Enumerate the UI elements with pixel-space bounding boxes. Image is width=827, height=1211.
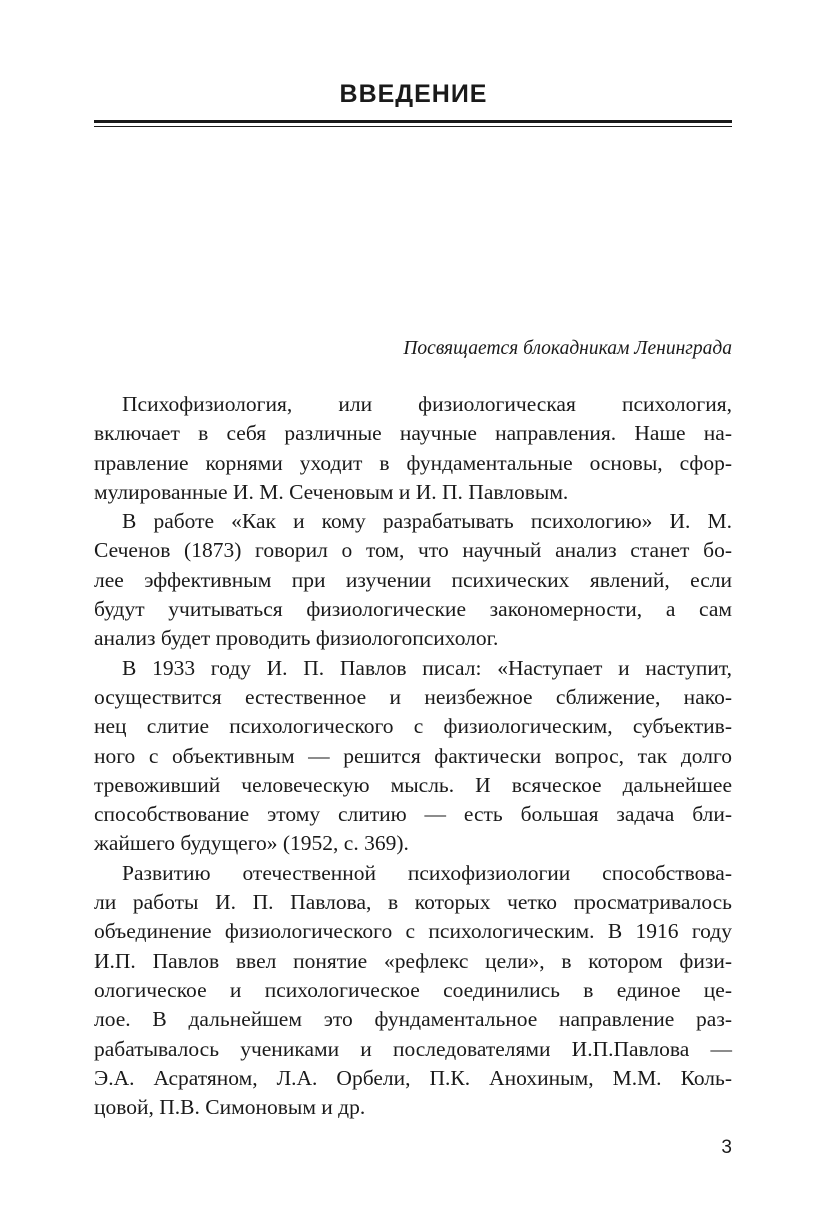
text-line: Развитию отечественной психофизиологии способствова-: [122, 860, 732, 885]
text-line: будут учитываться физиологические закономерности, а сам: [94, 597, 732, 622]
text-line: объединение физиологического с психологическим. В 1916 году: [94, 919, 732, 944]
text-line: мулированные И. М. Сеченовым и И. П. Павловым.: [94, 479, 569, 504]
text-line: нец слитие психологического с физиологическим, субъектив-: [94, 714, 732, 739]
text-line: тревоживший человеческую мысль. И всяческое дальнейшее: [94, 772, 732, 797]
paragraph: [94, 654, 732, 859]
text-line: В работе «Как и кому разрабатывать психологию» И. М.: [122, 509, 732, 534]
text-line: ного с объективным — решится фактически вопрос, так долго: [94, 743, 732, 768]
text-line: цовой, П.В. Симоновым и др.: [94, 1095, 366, 1120]
body-text: [94, 390, 732, 1122]
text-line: способствование этому слитию — есть большая задача бли-: [94, 802, 732, 827]
paragraph: [94, 390, 732, 507]
paragraph: [94, 507, 732, 653]
heading-rule-thick: [94, 120, 732, 123]
text-line: В 1933 году И. П. Павлов писал: «Наступает и наступит,: [122, 655, 732, 680]
text-line: ли работы И. П. Павлова, в которых четко просматривалось: [94, 890, 732, 915]
text-line: лое. В дальнейшем это фундаментальное направление раз-: [94, 1007, 732, 1032]
text-line: И.П. Павлов ввел понятие «рефлекс цели», в котором физи-: [94, 948, 732, 973]
heading-rule-thin: [94, 126, 732, 127]
text-line: осуществится естественное и неизбежное сближение, нако-: [94, 684, 732, 709]
text-line: Э.А. Асратяном, Л.А. Орбели, П.К. Анохиным, М.М. Коль-: [94, 1065, 732, 1090]
text-line: правление корнями уходит в фундаментальные основы, сфор-: [94, 450, 732, 475]
text-line: ологическое и психологическое соединились в единое це-: [94, 977, 732, 1002]
text-line: анализ будет проводить физиологопсихолог.: [94, 626, 499, 651]
text-line: рабатывалось учениками и последователями И.П.Павлова —: [94, 1036, 732, 1061]
text-line: жайшего будущего» (1952, с. 369).: [94, 831, 409, 856]
page-number: 3: [721, 1137, 732, 1158]
chapter-heading: ВВЕДЕНИЕ: [339, 80, 488, 108]
text-line: лее эффективным при изучении психических явлений, если: [94, 567, 732, 592]
text-line: Сеченов (1873) говорил о том, что научный анализ станет бо-: [94, 538, 732, 563]
text-line: Психофизиология, или физиологическая психология,: [122, 392, 732, 416]
text-line: включает в себя различные научные направления. Наше на-: [94, 421, 732, 446]
paragraph: [94, 859, 732, 1123]
dedication: Посвящается блокадникам Ленинграда: [403, 338, 732, 359]
